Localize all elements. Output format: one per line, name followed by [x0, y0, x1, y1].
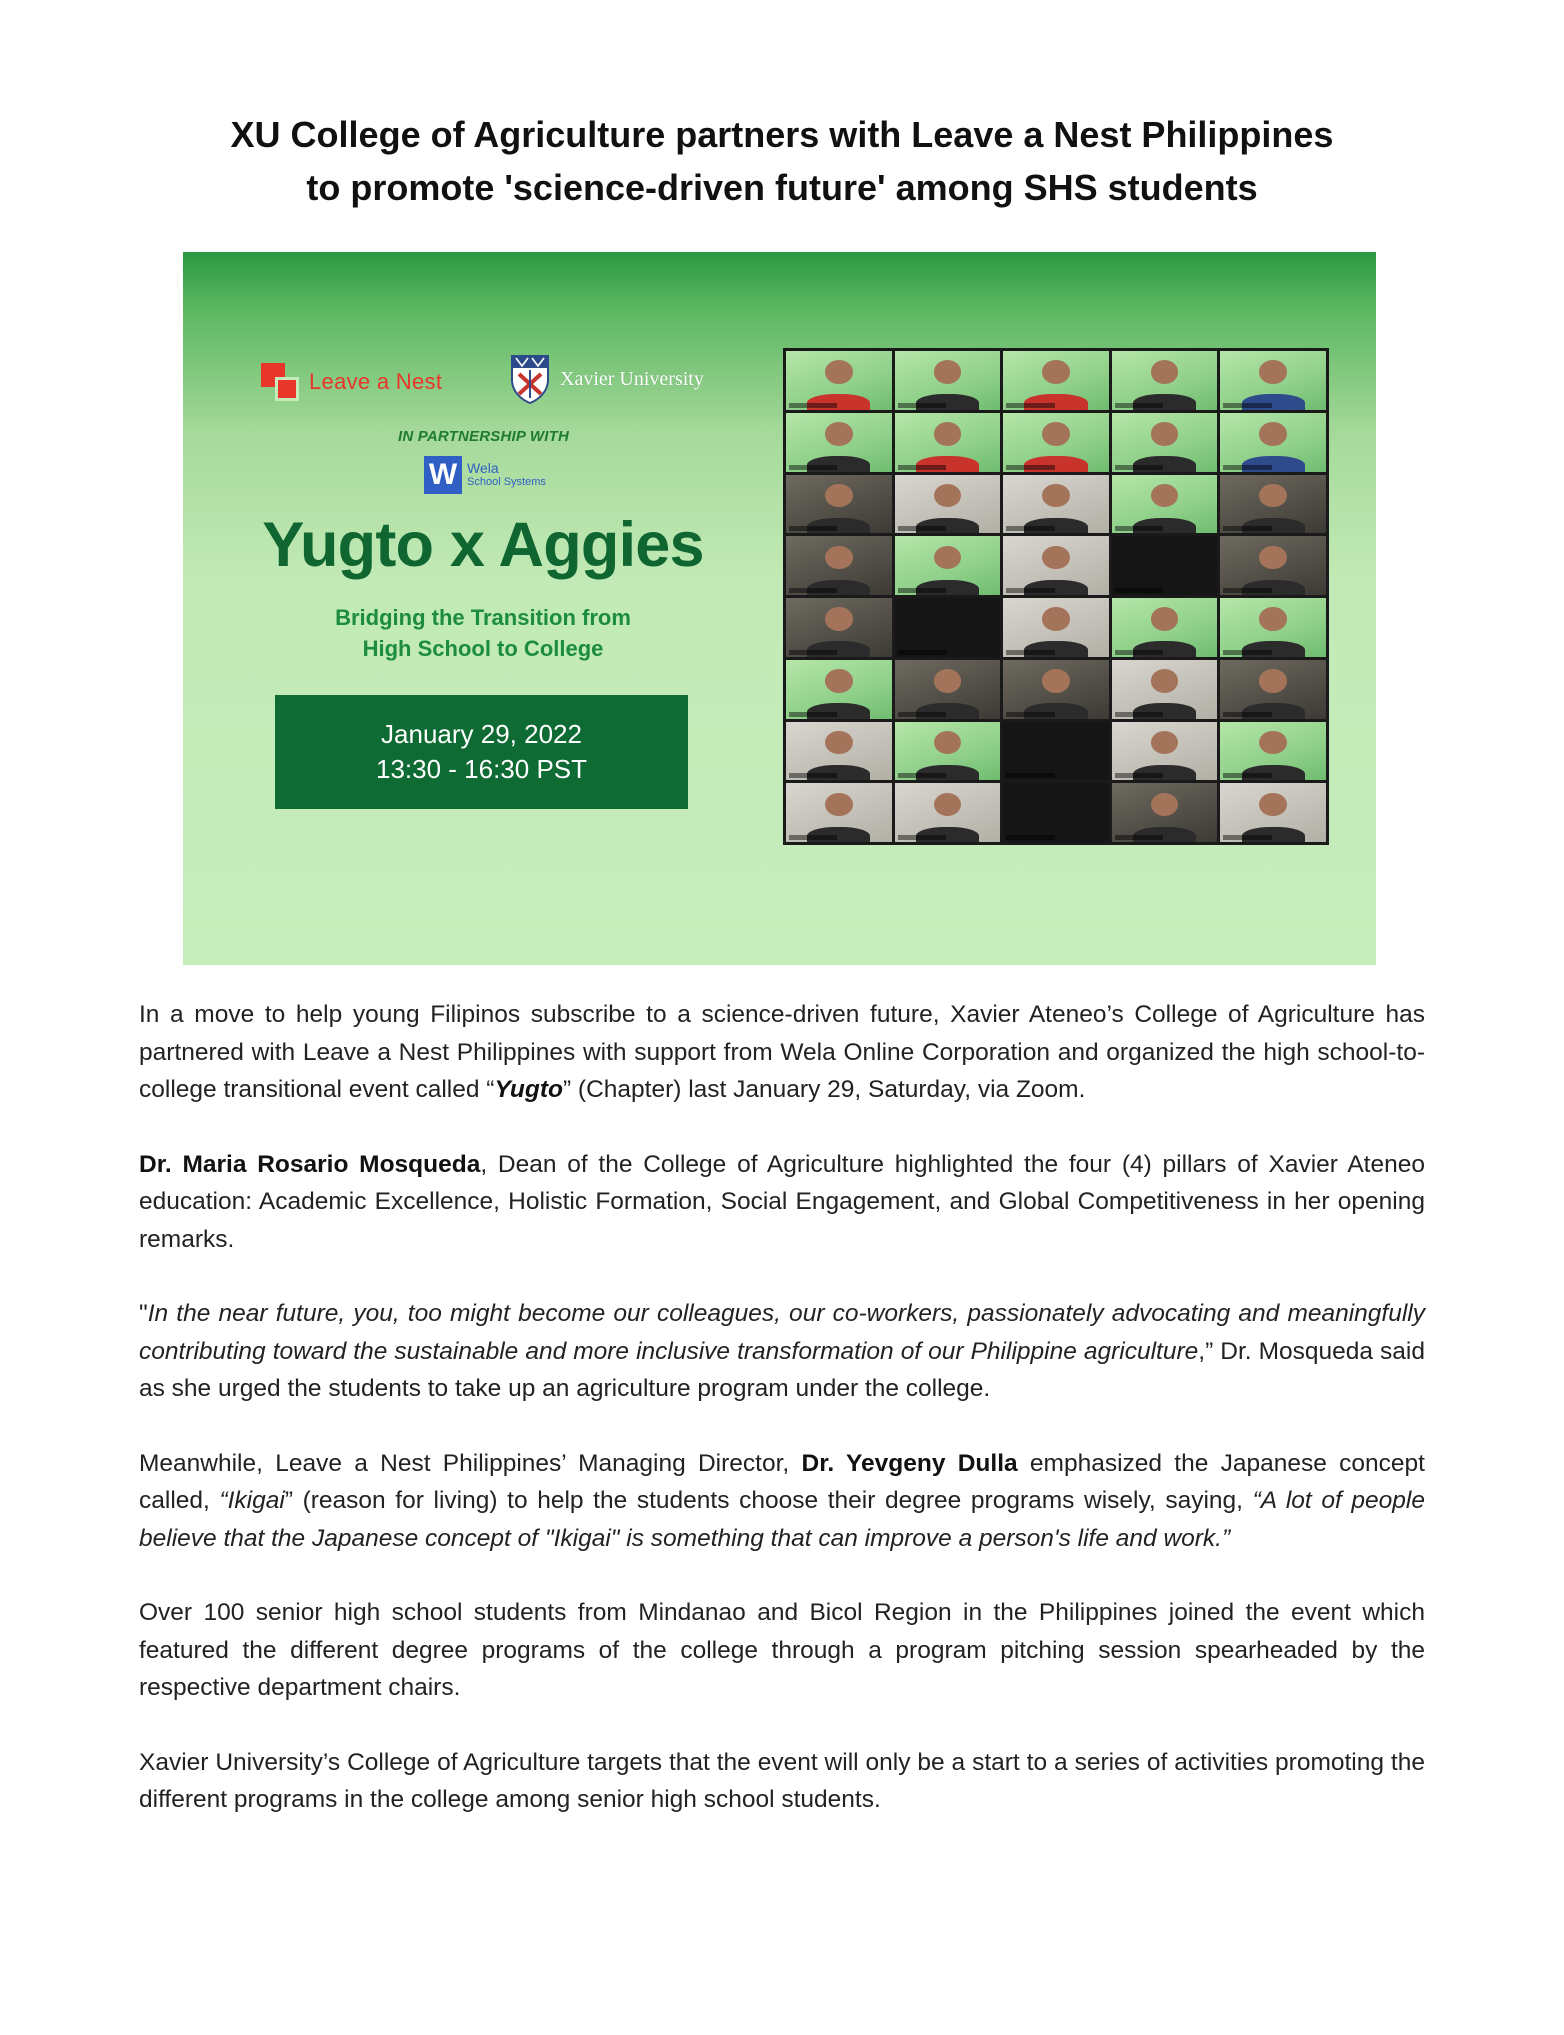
wela-logo	[424, 456, 546, 494]
participant-video-tile	[786, 475, 892, 534]
participant-name-strip	[898, 465, 946, 470]
participant-video-tile	[1220, 351, 1326, 410]
paragraph-5: Over 100 senior high school students from Mindanao and Bicol Region in the Philippines joined the event which featured the different degree programs of the college through a program pitching session spearheaded by the respective department chairs.	[139, 1599, 1425, 1701]
participant-video-tile	[1112, 660, 1218, 719]
participant-video-tile	[1112, 475, 1218, 534]
participant-video-tile	[1003, 660, 1109, 719]
xavier-shield-icon	[510, 354, 550, 404]
zoom-participant-gallery	[783, 348, 1329, 845]
participant-video-tile	[1220, 660, 1326, 719]
event-time: 13:30 - 16:30 PST	[375, 754, 588, 784]
title-line-1: XU College of Agriculture partners with Leave a Nest Philippines	[230, 114, 1334, 155]
participant-video-tile	[786, 598, 892, 657]
participant-video-tile	[895, 660, 1001, 719]
partnership-label: IN PARTNERSHIP WITH	[398, 428, 570, 445]
participant-name-strip	[1115, 712, 1163, 717]
paragraph-1: In a move to help young Filipinos subscribe to a science-driven future, Xavier Ateneo’s College of Agriculture has partnered with Leave a Nest Philippines with support from Wela Online Corporation and organized the high school-to-college transitional event called “Yugto” (Chapter) last January 29, Saturday, via Zoom.	[139, 1001, 1425, 1103]
participant-video-tile	[1220, 475, 1326, 534]
participant-name-strip	[1223, 650, 1271, 655]
wela-name: Wela	[467, 460, 499, 476]
participant-name-strip	[1115, 773, 1163, 778]
participant-name-strip	[898, 588, 946, 593]
participant-name-strip	[1006, 403, 1054, 408]
participant-video-tile	[786, 660, 892, 719]
leave-a-nest-wordmark: Leave a Nest	[309, 369, 443, 394]
participant-video-tile	[1112, 413, 1218, 472]
article-title	[100, 108, 1464, 214]
participant-name-strip	[898, 835, 946, 840]
participant-name-strip	[898, 526, 946, 531]
participant-video-tile	[1220, 722, 1326, 781]
participant-name-strip	[1115, 835, 1163, 840]
participant-name-strip	[789, 588, 837, 593]
participant-video-tile	[786, 351, 892, 410]
participant-video-tile	[786, 722, 892, 781]
participant-video-tile	[895, 475, 1001, 534]
participant-video-tile	[1003, 475, 1109, 534]
participant-name-strip	[1006, 465, 1054, 470]
participant-video-tile	[1003, 598, 1109, 657]
participant-name-strip	[898, 773, 946, 778]
participant-video-tile	[1003, 783, 1109, 842]
participant-name-strip	[898, 650, 946, 655]
participant-name-strip	[1223, 403, 1271, 408]
paragraph-4: Meanwhile, Leave a Nest Philippines’ Managing Director, Dr. Yevgeny Dulla emphasized the Japanese concept called, “Ikigai” (reason for living) to help the students choose their degree programs wisely, saying, “A lot of people believe that the Japanese concept of "Ikigai" is something that can improve a person's life and work.”	[139, 1449, 1425, 1552]
participant-name-strip	[1223, 773, 1271, 778]
participant-video-tile	[786, 783, 892, 842]
participant-video-tile	[1003, 413, 1109, 472]
participant-name-strip	[789, 835, 837, 840]
event-banner-image	[183, 252, 1376, 965]
participant-name-strip	[898, 403, 946, 408]
participant-name-strip	[789, 526, 837, 531]
wela-subtitle: School Systems	[467, 476, 546, 488]
xavier-university-wordmark: Xavier University	[560, 367, 704, 390]
participant-video-tile	[895, 413, 1001, 472]
participant-name-strip	[1006, 650, 1054, 655]
event-name: Yugto x Aggies	[262, 510, 704, 580]
participant-video-tile	[1220, 598, 1326, 657]
participant-video-tile	[786, 413, 892, 472]
leave-a-nest-logo	[261, 362, 442, 402]
event-date-box	[275, 695, 688, 809]
participant-video-tile	[1112, 351, 1218, 410]
participant-video-tile	[895, 351, 1001, 410]
participant-name-strip	[1223, 835, 1271, 840]
participant-name-strip	[1223, 712, 1271, 717]
participant-name-strip	[1006, 526, 1054, 531]
participant-name-strip	[789, 650, 837, 655]
paragraph-2: Dr. Maria Rosario Mosqueda, Dean of the College of Agriculture highlighted the four (4) pillars of Xavier Ateneo education: Academic Excellence, Holistic Formation, Social Engagement, and Global Competitiveness in her opening remarks.	[139, 1150, 1425, 1253]
xavier-university-logo	[510, 354, 704, 404]
participant-name-strip	[1223, 465, 1271, 470]
participant-name-strip	[1006, 588, 1054, 593]
participant-video-tile	[1003, 536, 1109, 595]
participant-video-tile	[1112, 783, 1218, 842]
participant-name-strip	[1115, 465, 1163, 470]
participant-video-tile	[1112, 598, 1218, 657]
paragraph-3: "In the near future, you, too might become our colleagues, our co-workers, passionately advocating and meaningfully contributing toward the sustainable and more inclusive transformation of our Philippine agriculture,” Dr. Mosqueda said as she urged the students to take up an agriculture program under the college.	[139, 1300, 1425, 1402]
title-line-2: to promote 'science-driven future' among SHS students	[306, 167, 1258, 208]
participant-name-strip	[1006, 712, 1054, 717]
article-body	[139, 996, 1425, 1856]
paragraph-6: Xavier University’s College of Agriculture targets that the event will only be a start to a series of activities promoting the different programs in the college among senior high school students.	[139, 1748, 1425, 1813]
participant-video-tile	[895, 536, 1001, 595]
participant-name-strip	[1223, 526, 1271, 531]
event-date: January 29, 2022	[381, 719, 582, 749]
participant-video-tile	[786, 536, 892, 595]
participant-video-tile	[895, 783, 1001, 842]
participant-video-tile	[1220, 536, 1326, 595]
tagline-line-1: Bridging the Transition from	[335, 605, 631, 630]
event-tagline	[243, 602, 723, 664]
participant-name-strip	[1115, 650, 1163, 655]
participant-name-strip	[789, 773, 837, 778]
participant-name-strip	[1115, 588, 1163, 593]
participant-name-strip	[789, 712, 837, 717]
participant-video-tile	[1112, 722, 1218, 781]
participant-video-tile	[895, 722, 1001, 781]
participant-video-tile	[1112, 536, 1218, 595]
participant-name-strip	[898, 712, 946, 717]
participant-name-strip	[1115, 526, 1163, 531]
participant-video-tile	[1220, 413, 1326, 472]
participant-name-strip	[789, 403, 837, 408]
participant-name-strip	[789, 465, 837, 470]
participant-name-strip	[1115, 403, 1163, 408]
participant-name-strip	[1223, 588, 1271, 593]
participant-video-tile	[1220, 783, 1326, 842]
participant-video-tile	[1003, 351, 1109, 410]
tagline-line-2: High School to College	[362, 636, 604, 661]
participant-video-tile	[895, 598, 1001, 657]
participant-name-strip	[1006, 835, 1054, 840]
wela-icon: W	[424, 456, 462, 494]
participant-video-tile	[1003, 722, 1109, 781]
leave-a-nest-icon	[261, 363, 299, 401]
participant-name-strip	[1006, 773, 1054, 778]
